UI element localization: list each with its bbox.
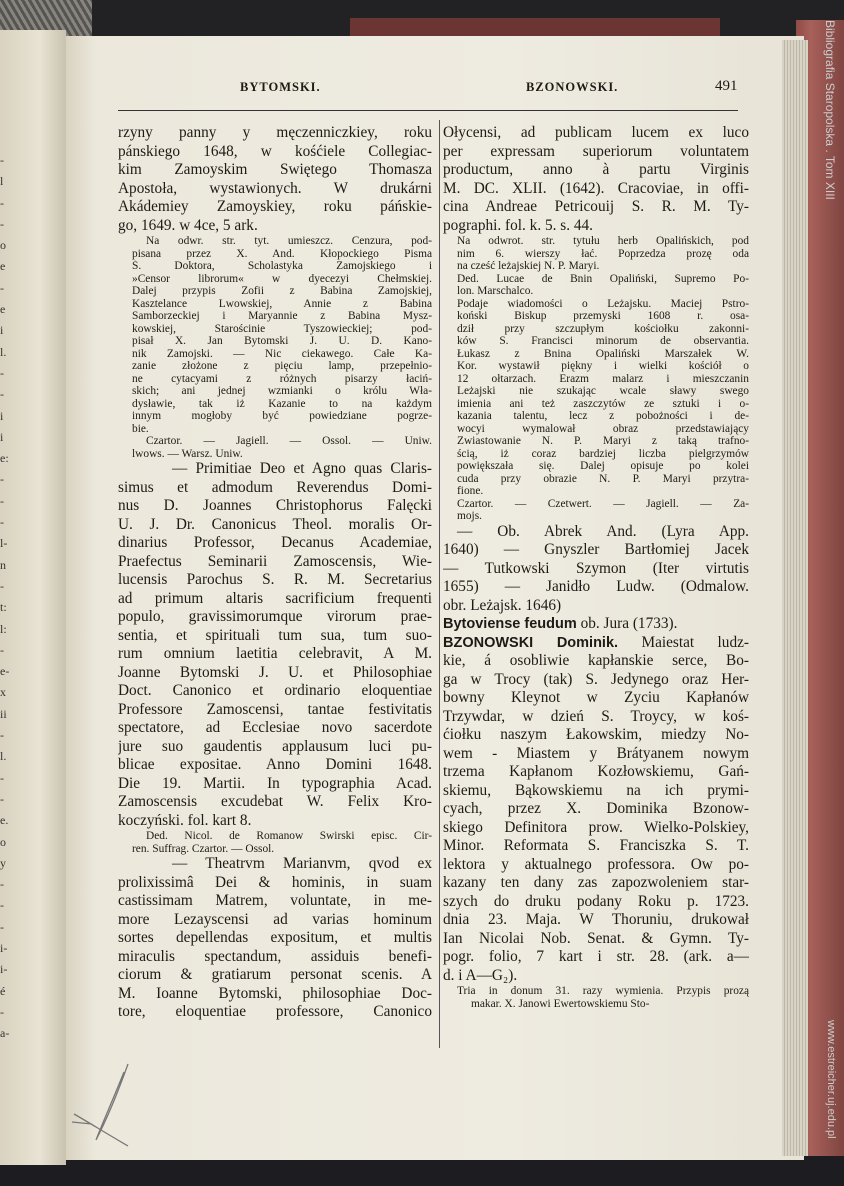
text-line: — Primitiae Deo et Agno quas Claris-: [172, 460, 432, 477]
text-line: ków S. Francisci minorum de observantia.: [457, 335, 749, 347]
text-line: imienia ani też zaszczytów ze sztuki i o-: [457, 397, 749, 410]
text-line: Czartor. — Jagiell. — Ossol. — Uniw.: [146, 435, 432, 447]
source-url: www.estreicher.uj.edu.pl: [825, 1020, 837, 1139]
text-line: go, 1649. w 4ce, 5 ark.: [118, 216, 258, 234]
facing-page-fragment: l.: [0, 344, 7, 359]
text-line: nim 6. wierszy łać. Poprzedza prozę oda: [457, 247, 749, 260]
text-line: Samborzeckiej i Maryannie z Babina Mysz-: [132, 310, 432, 322]
text-line: — Ob. Abrek And. (Lyra App.: [457, 522, 749, 540]
collection-label: Bibliografia Staropolska . Tom XIII: [823, 20, 837, 200]
text-line: zanie złożone z pięciu lamp, przepełnio-: [132, 360, 432, 372]
text-line: dysławie, tak iż Kazanie to na każdym: [132, 397, 432, 410]
text-line: powiększała się. Dalej opisuje po kolei: [457, 460, 749, 472]
facing-page-fragment: -: [0, 472, 4, 487]
text-line: Na odwr. str. tyt. umieszcz. Cenzura, pod-: [146, 235, 432, 247]
text-line: [443, 634, 749, 653]
text-line: bowny Kleynot w Zyciu Kapłanów: [443, 689, 749, 706]
text-line: M. DC. XLII. (1642). Cracoviae, in offi-: [443, 179, 749, 197]
facing-page-fragment: t:: [0, 600, 7, 615]
text-line: Łukasz z Bnina Opaliński Marszałek W.: [457, 347, 749, 360]
text-line: bie.: [132, 422, 149, 435]
text-line: lwows. — Warsz. Uniw.: [132, 447, 243, 460]
facing-page-fragment: x: [0, 685, 6, 700]
text-line: Die 19. Martii. In typographia Acad.: [118, 774, 432, 792]
facing-page-fragment: -: [0, 280, 4, 295]
facing-page-fragment: ii: [0, 706, 7, 721]
text-line: kowskiej, Starościnie Tyszowieckiej; pod-: [132, 322, 432, 335]
facing-page-fragment: -: [0, 515, 4, 530]
entry-heading: Bytoviense feudum: [443, 616, 577, 632]
text-line: pogr. folio, 7 kart i str. 28. (ark. a—: [443, 948, 749, 965]
facing-page-fragment: o: [0, 238, 6, 253]
facing-page-fragment: -: [0, 365, 4, 380]
text-line: cuda przy obrazie N. P. Maryi przytra-: [457, 472, 749, 485]
running-head-left: BYTOMSKI.: [240, 80, 321, 94]
text-line: szych do druku podany Roku p. 1723.: [443, 892, 749, 910]
text-line: obr. Leżajsk. 1646): [443, 596, 562, 614]
text-line: Professore Zamoscensi, tantae festivitatis: [118, 700, 432, 718]
text-line: 1655) — Janidło Ludw. (Odmalow.: [443, 578, 749, 595]
facing-page-fragment: a-: [0, 1026, 10, 1041]
facing-page-fragment: e.: [0, 813, 9, 828]
text-line: Praefectus Seminarii Zamoscensis, Wie-: [118, 552, 432, 570]
text-line: Minor. Reformata S. Franciszka S. T.: [443, 837, 749, 854]
text-line: skiemu, Bąkowskiemu na ich prymi-: [443, 781, 749, 799]
facing-page-fragment: -: [0, 216, 4, 231]
text-line: wocyi wymalował obraz przedstawiający: [457, 422, 749, 435]
text-line: Ian Nicolai Nob. Senat. & Gymn. Ty-: [443, 929, 749, 947]
text-line: dinarius Professor, Decanus Academiae,: [118, 534, 432, 551]
facing-page-fragment: e-: [0, 664, 10, 679]
facing-page-fragment: e:: [0, 451, 9, 466]
text-line: Leżajski nie szukając wcale sławy swego: [457, 385, 749, 397]
facing-page-fragment: y: [0, 855, 6, 870]
facing-page-fragment: l.: [0, 749, 7, 764]
facing-page-fragment: é: [0, 983, 6, 998]
facing-page-fragment: e: [0, 302, 6, 317]
text-line: Tria in donum 31. razy wymienia. Przypis prozą: [457, 985, 749, 997]
text-line: Doct. Canonico et ordinario eloquentiae: [118, 682, 432, 699]
facing-page-fragment: -: [0, 919, 4, 934]
text-line: Dalej przypis Zofii z Babina Zamojskiej,: [132, 285, 432, 297]
facing-page-fragment: -: [0, 195, 4, 210]
cover-edge: [350, 18, 720, 36]
text-line: Kasztelance Lwowskiej, Annie z Babina: [132, 297, 432, 310]
text-line: 1640) — Gnyszler Bartłomiej Jacek: [443, 541, 749, 558]
text-line: kim Zamoyskim Swiętego Thomasza: [118, 161, 432, 178]
text-line: ćiołku naszym Łakowskim, miedzy No-: [443, 726, 749, 743]
text-line: blicae expositae. Anno Domini 1648.: [118, 756, 432, 773]
text-line: Ded. Nicol. de Romanow Swirski episc. Cir-: [146, 830, 432, 842]
facing-page-fragment: -: [0, 770, 4, 785]
text-line: nik Zamojski. — Nic ciekawego. Całe Ka-: [132, 347, 432, 360]
facing-page-fragment: -: [0, 877, 4, 892]
text-line: ścią, iż coraz bardziej liczba pielgrzymów: [457, 447, 749, 460]
facing-page-fragment: l:: [0, 621, 7, 636]
facing-page-fragment: i-: [0, 940, 8, 955]
text-line: Kor. wystawił piękny i wielki kościół o: [457, 360, 749, 372]
text-line: koczyński. fol. kart 8.: [118, 811, 252, 829]
facing-page-fragment: -: [0, 1004, 4, 1019]
text-line: Zamoscensis excudebat W. Felix Kro-: [118, 793, 432, 810]
facing-page-fragment: -: [0, 387, 4, 402]
text-line: ne cytacyami z różnych pisarzy łaciń-: [132, 372, 432, 385]
text-line: innym mogłoby być powiedziane pogrze-: [132, 410, 432, 422]
facing-page-fragment: -: [0, 578, 4, 593]
facing-page-fragment: i: [0, 408, 4, 423]
text-line: jure suo gaudentis applausum luci pu-: [118, 737, 432, 755]
text-line: Trzywdar, w dzień S. Troycy, w koś-: [443, 707, 749, 725]
text-line: mojs.: [457, 510, 483, 522]
text-line: Joanne Bytomski J. U. et Philosophiae: [118, 663, 432, 681]
text-line: skich; ani jednej wzmianki o królu Wła-: [132, 385, 432, 397]
facing-page-fragment: l: [0, 174, 4, 189]
text-line: more Lezayscensi ad varias hominum: [118, 910, 432, 928]
text-line: sentia, et spirituali tum sua, tum suo-: [118, 626, 432, 644]
text-line: trzema Kapłanom Kozłowskiemu, Gań-: [443, 763, 749, 780]
facing-page-text: [0, 150, 12, 1044]
text-line: castissimam Matrem, voluntate, in me-: [118, 892, 432, 909]
page-number: 491: [715, 78, 738, 94]
text-line: M. Ioanne Bytomski, philosophiae Doc-: [118, 984, 432, 1002]
facing-page-fragment: -: [0, 642, 4, 657]
text-line: simus et admodum Reverendus Domi-: [118, 478, 432, 496]
text-line: Zwiastowanie N. P. Maryi z taką trafno-: [457, 435, 749, 447]
facing-page-fragment: -: [0, 728, 4, 743]
text-line: Ded. Lucae de Bnin Opaliński, Supremo Po-: [457, 272, 749, 285]
header-rule: [118, 110, 738, 111]
text-line: pisał X. Jan Bytomski J. U. D. Kano-: [132, 335, 432, 347]
text-line: prolixissimâ Dei & hominis, in suam: [118, 873, 432, 891]
text-line: wem - Miastem y Brátyanem nowym: [443, 744, 749, 762]
page-stack-edge: [782, 40, 808, 1156]
text-line: rzyny panny y męczenniczkiey, roku: [118, 124, 432, 141]
text-line: Akádemiey Zamoyskiey, roku páńskie-: [118, 198, 432, 215]
text-line: dnia 23. Maja. W Thoruniu, drukował: [443, 911, 749, 928]
text-line: nus D. Joannes Christophorus Falęcki: [118, 497, 432, 514]
column-separator: [439, 120, 440, 1048]
facing-page-fragment: n: [0, 557, 6, 572]
text-line: lektora y aktualnego professora. Ow po-: [443, 855, 749, 873]
text-line: Ołycensi, ad publicam lucem ex luco: [443, 124, 749, 141]
text-line: cyach, przez X. Dominika Bzonow-: [443, 800, 749, 817]
text-line: ga w Trocy (tak) S. Jedynego oraz Her-: [443, 670, 749, 688]
text-line: Ś. Doktora, Scholastyka Zamojskiego i: [132, 260, 432, 272]
text-line: sortes depellendas expositum, et multis: [118, 929, 432, 946]
entry-text: ob. Jura (1733).: [576, 615, 678, 632]
text-line: kie, á osobliwie kapłanskie serce, Bo-: [443, 652, 749, 669]
text-line: ren. Suffrag. Czartor. — Ossol.: [132, 842, 275, 855]
text-line: kazania talentu, lecz z pobożności i de-: [457, 410, 749, 422]
facing-page-fragment: l-: [0, 536, 8, 551]
text-line: koński Biskup przemyski 1608 r. osa-: [457, 310, 749, 322]
facing-page-fragment: i: [0, 323, 4, 338]
facing-page-fragment: i: [0, 429, 4, 444]
text-line: ad primum altaris sacrificium frequenti: [118, 589, 432, 607]
text-line: tore, eloquentiae professore, Canonico: [118, 1003, 432, 1020]
text-line: U. J. Dr. Canonicus Theol. moralis Or-: [118, 515, 432, 533]
text-line: populo, gravissimorumque virorum prae-: [118, 608, 432, 625]
text-line: 12 ołtarzach. Erazm malarz i mieszczanin: [457, 372, 749, 385]
text-line: ciorum & gratiarum personat scenis. A: [118, 966, 432, 983]
text-line: — Tutkowski Szymon (Iter virtutis: [443, 559, 749, 577]
text-line: lon. Marschalco.: [457, 285, 534, 297]
facing-page-fragment: o: [0, 834, 6, 849]
text-column-left: [118, 124, 432, 1022]
text-line: d. i A—G₂).: [443, 966, 518, 984]
text-line: skiego Definitora prow. Wielko-Polskiey,: [443, 818, 749, 836]
text-line: pánskiego 1648, w kośćiele Collegiac-: [118, 142, 432, 160]
running-head-right: BZONOWSKI.: [526, 80, 619, 94]
entry-heading: BZONOWSKI Dominik.: [443, 634, 619, 651]
text-line: na cześć leżajskiej N. P. Maryi.: [457, 260, 600, 272]
text-line: per expressam superiorum voluntatem: [443, 142, 749, 160]
bottom-background: [0, 1156, 844, 1186]
text-line: productum, anno à partu Virginis: [443, 161, 749, 178]
facing-page-fragment: -: [0, 153, 4, 167]
text-line: cina Andreae Petricouij S. R. M. Ty-: [443, 198, 749, 215]
facing-page-fragment: i-: [0, 962, 8, 977]
text-line: dził przy szczupłym kościołku zakonni-: [457, 322, 749, 335]
text-line: lucensis Parochus S. R. M. Secretarius: [118, 571, 432, 588]
text-line: fione.: [457, 485, 484, 497]
facing-page-fragment: e: [0, 259, 6, 274]
facing-page-fragment: -: [0, 493, 4, 508]
text-line: Czartor. — Czetwert. — Jagiell. — Za-: [457, 497, 749, 510]
facing-page-fragment: -: [0, 791, 4, 806]
text-line: — Theatrvm Marianvm, qvod ex: [172, 855, 432, 872]
entry-text: Maiestat ludz-: [618, 633, 749, 651]
text-column-right: [443, 124, 749, 1010]
facing-page-edge: [0, 30, 66, 1165]
facing-page-fragment: -: [0, 898, 4, 913]
text-line: Na odwrot. str. tytułu herb Opalińskich, pod: [457, 235, 749, 247]
text-line: makar. X. Janowi Ewertowskiemu Sto-: [471, 997, 650, 1010]
text-line: pisana przez X. And. Kłopockiego Pisma: [132, 247, 432, 260]
text-line: miraculis spectandum, assiduis benefi-: [118, 947, 432, 965]
text-line: spectatore, ad Ecclesiae novo sacerdote: [118, 719, 432, 736]
signature-mark: [68, 1062, 138, 1152]
text-line: rum omnium laetitia celebravit, A M.: [118, 645, 432, 662]
text-line: [443, 615, 749, 634]
text-line: Apostoła, wystawionych. W drukárni: [118, 179, 432, 197]
text-line: »Censor librorum« w dyecezyi Chełmskiej.: [132, 272, 432, 285]
text-line: kazany ten dany zas zapozwoleniem star-: [443, 874, 749, 891]
text-line: pographi. fol. k. 5. s. 44.: [443, 216, 593, 234]
text-line: Podaje wiadomości o Leżajsku. Maciej Pstro-: [457, 297, 749, 310]
